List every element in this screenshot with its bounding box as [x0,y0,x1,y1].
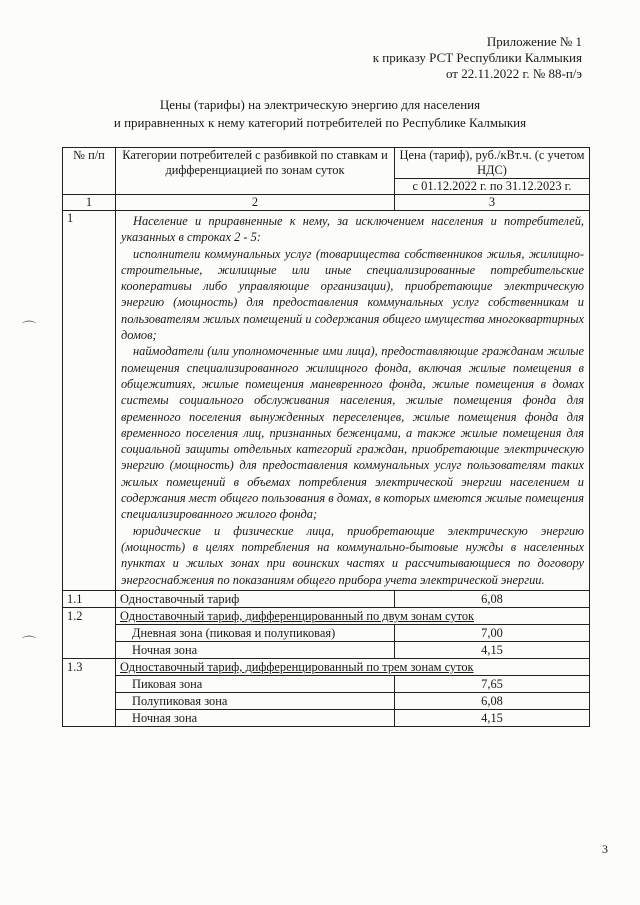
col-index-3: 3 [395,195,590,211]
title-line-2: и приравненных к нему категорий потребителей по Республике Калмыкия [113,115,527,130]
header-period: с 01.12.2022 г. по 31.12.2023 г. [395,179,590,195]
table-row-1-2 [63,607,590,624]
header-line-1: Приложение № 1 [486,34,582,49]
row-1-3-half-label: Полупиковая зона [116,692,395,709]
row-1-1-num: 1.1 [63,590,116,607]
row-1-3-night-value: 4,15 [395,709,590,726]
row-1-2-day-value: 7,00 [395,624,590,641]
row-1-1-value: 6,08 [395,590,590,607]
row-1-2-night-label: Ночная зона [116,641,395,658]
document-header [373,34,582,82]
hole-punch-mark-bottom: ⌒ [22,637,36,652]
row-1-3-peak-label: Пиковая зона [116,675,395,692]
hole-punch-mark-top: ⌒ [22,322,36,337]
table-row-1-2-day [63,624,590,641]
row-1-num: 1 [63,211,116,591]
row-1-paragraph-1: Население и приравненные к нему, за исключением населения и потребителей, указанных в строках 2 - 5: [121,214,584,245]
table-row-1-1 [63,590,590,607]
page-number: 3 [602,842,608,856]
table-row-1 [63,211,590,591]
row-1-3-label: Одноставочный тариф, дифференцированный по трем зонам суток [116,658,590,675]
table-row-1-3 [63,658,590,675]
row-1-3-night-label: Ночная зона [116,709,395,726]
document-title [0,96,640,132]
row-1-2-day-label: Дневная зона (пиковая и полупиковая) [116,624,395,641]
column-index-row [63,195,590,211]
row-1-paragraph-3: наймодатели (или уполномоченные ими лица), предоставляющие гражданам жилые помещения специализированного жилищного фонда, включая жилые помещения в общежитиях, жилые помещения маневренного фонда, жилые помещения в домах системы социального обслуживания населения, жилые помещения фонда для временного поселения вынужденных переселенцев, жилые помещения фонда для временного поселения лиц, признанных беженцами, а также жилые помещения для социальной защиты отдельных категорий граждан, приобретающие электрическую энергию (мощность) для предоставления коммунальных услуг пользователям таких жилых помещений в объемах потребления электрической энергии населением и содержания мест общего пользования в домах, в которых имеются жилые помещения специализированного жилого фонда; [121,344,584,522]
table-row-1-2-night [63,641,590,658]
row-1-paragraph-2: исполнители коммунальных услуг (товарищества собственников жилья, жилищно-строительные, жилищные или иные специализированные потребительские кооперативы либо управляющие организации), приобретающие электрическую энергию (мощность) для предоставления коммунальных услуг собственникам и пользователям жилых помещений и содержания общего имущества многоквартирных домов; [121,246,584,343]
header-line-2: к приказу РСТ Республики Калмыкия [372,50,582,65]
row-1-paragraph-4: юридические и физические лица, приобретающие электрическую энергию (мощность) в целях потребления на коммунально-бытовые нужды в населенных пунктах и жилых зонах при воинских частях и рассчитывающиеся по договору энергоснабжения по показаниям общего прибора учета электрической энергии. [121,523,584,587]
row-1-1-label: Одноставочный тариф [116,590,395,607]
table-row-1-3-peak [63,675,590,692]
col-index-2: 2 [116,195,395,211]
row-1-description [116,211,590,591]
header-price: Цена (тариф), руб./кВт.ч. (с учетом НДС) [395,148,590,179]
header-line-3: от 22.11.2022 г. № 88-п/э [445,66,582,81]
row-1-2-label: Одноставочный тариф, дифференцированный по двум зонам суток [116,607,590,624]
col-index-1: 1 [63,195,116,211]
title-line-1: Цены (тарифы) на электрическую энергию для населения [159,97,481,112]
row-1-3-half-value: 6,08 [395,692,590,709]
row-1-3-num: 1.3 [63,658,116,726]
row-1-3-peak-value: 7,65 [395,675,590,692]
table-header-row [63,148,590,179]
row-1-2-num: 1.2 [63,607,116,658]
table-row-1-3-night [63,709,590,726]
tariff-table [62,147,590,727]
row-1-2-night-value: 4,15 [395,641,590,658]
table-row-1-3-half [63,692,590,709]
header-num: № п/п [63,148,116,195]
header-category: Категории потребителей с разбивкой по ставкам и дифференциацией по зонам суток [116,148,395,195]
